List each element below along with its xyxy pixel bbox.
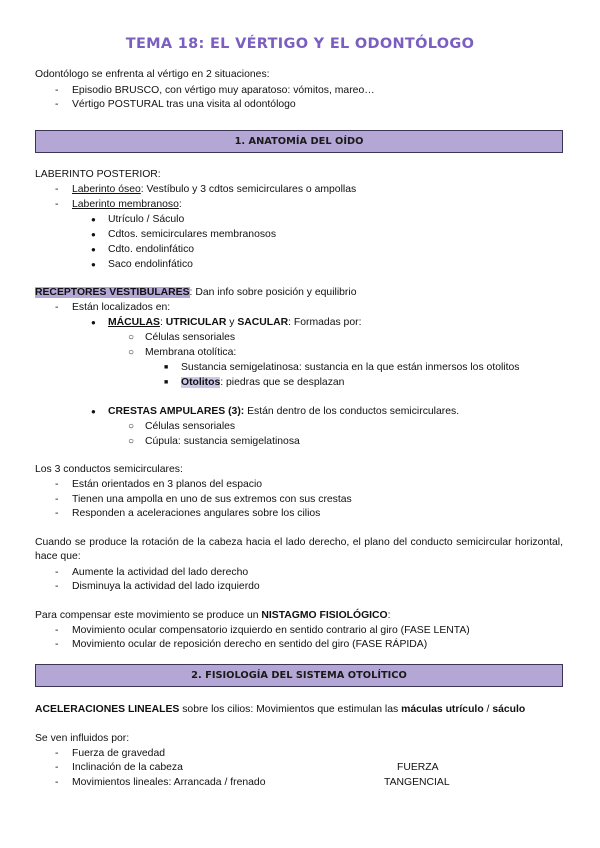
- crestas-label: CRESTAS AMPULARES (3):: [108, 406, 245, 417]
- maculas-colon: :: [159, 317, 166, 328]
- circle-bullet-icon: ○: [128, 436, 135, 447]
- membranoso-item: Cdtos. semicirculares membranosos: [108, 229, 277, 240]
- aceleraciones-saculo: sáculo: [492, 704, 526, 715]
- influidos-item: Fuerza de gravedad: [72, 748, 165, 759]
- nistagmo-line: [35, 609, 391, 623]
- membranoso-item: Cdto. endolinfático: [108, 244, 195, 255]
- receptores-label: RECEPTORES VESTIBULARES: [35, 287, 190, 298]
- conductos-heading: Los 3 conductos semicirculares:: [35, 464, 183, 475]
- laberinto-heading: LABERINTO POSTERIOR:: [35, 169, 161, 180]
- rotacion-item: Aumente la actividad del lado derecho: [72, 567, 249, 578]
- aceleraciones-slash: /: [483, 704, 493, 715]
- maculas-sacular: SACULAR: [237, 317, 289, 328]
- membranoso-item: Saco endolinfático: [108, 259, 193, 270]
- bullet-icon: ●: [91, 318, 96, 327]
- membrana-sub-item: Sustancia semigelatinosa: sustancia en la que están inmersos los otolitos: [181, 362, 520, 373]
- laberinto-membranoso: [72, 198, 182, 212]
- intro-item: Episodio BRUSCO, con vértigo muy aparatoso: vómitos, mareo…: [72, 85, 375, 96]
- otolitos-text: : piedras que se desplazan: [220, 377, 345, 388]
- conductos-item: Están orientados en 3 planos del espacio: [72, 479, 263, 490]
- receptores-line: [35, 286, 356, 300]
- maculas-sub-item: Membrana otolítica:: [145, 347, 237, 358]
- crestas-sub-item: Cúpula: sustancia semigelatinosa: [145, 436, 300, 447]
- tangencial-label: TANGENCIAL: [384, 777, 450, 788]
- rotacion-paragraph: Cuando se produce la rotación de la cabeza hacia el lado derecho, el plano del conducto semicircular horizontal, hace que:: [35, 537, 563, 562]
- rotacion-item: Disminuya la actividad del lado izquierdo: [72, 581, 260, 592]
- conductos-item: Responden a aceleraciones angulares sobre los cilios: [72, 508, 321, 519]
- dash-glyph: -: [55, 639, 59, 650]
- maculas-line: [108, 316, 361, 330]
- otolitos-label: Otolitos: [181, 377, 221, 388]
- influidos-item: Movimientos lineales: Arrancada / frenado: [72, 777, 266, 788]
- membranoso-item: Utrículo / Sáculo: [108, 214, 185, 225]
- dash-glyph: -: [55, 85, 59, 96]
- bullet-icon: ●: [91, 260, 96, 269]
- dash-glyph: -: [55, 777, 59, 788]
- laberinto-oseo-text: : Vestíbulo y 3 cdtos semicirculares o ampollas: [140, 184, 357, 195]
- nistagmo-item: Movimiento ocular de reposición derecho en sentido del giro (FASE RÁPIDA): [72, 639, 428, 650]
- aceleraciones-line: [35, 703, 525, 717]
- bullet-icon: ●: [91, 407, 96, 416]
- dash-glyph: -: [55, 625, 59, 636]
- circle-bullet-icon: ○: [128, 421, 135, 432]
- conductos-item: Tienen una ampolla en uno de sus extremos con sus crestas: [72, 494, 352, 505]
- maculas-sub-item: Células sensoriales: [145, 332, 236, 343]
- laberinto-membranoso-colon: :: [178, 199, 182, 210]
- bullet-icon: ●: [91, 215, 96, 224]
- influidos-item: Inclinación de la cabeza: [72, 762, 183, 773]
- bullet-icon: ●: [91, 245, 96, 254]
- fuerza-label: FUERZA: [397, 762, 439, 773]
- nistagmo-label: NISTAGMO FISIOLÓGICO: [261, 610, 388, 621]
- circle-bullet-icon: ○: [128, 347, 135, 358]
- aceleraciones-maculas: máculas utrículo: [401, 704, 484, 715]
- aceleraciones-label: ACELERACIONES LINEALES: [35, 704, 180, 715]
- dash-glyph: -: [55, 199, 59, 210]
- square-bullet-icon: ■: [164, 364, 169, 371]
- receptores-text: : Dan info sobre posición y equilibrio: [189, 287, 357, 298]
- maculas-utricular: UTRICULAR: [165, 317, 227, 328]
- dash-glyph: -: [55, 184, 59, 195]
- dash-glyph: -: [55, 508, 59, 519]
- dash-glyph: -: [55, 567, 59, 578]
- dash-glyph: -: [55, 748, 59, 759]
- page-title: TEMA 18: EL VÉRTIGO Y EL ODONTÓLOGO: [125, 36, 475, 52]
- dash-glyph: -: [55, 302, 59, 313]
- nistagmo-colon: :: [387, 610, 391, 621]
- dash-glyph: -: [55, 479, 59, 490]
- maculas-label: MÁCULAS: [108, 317, 160, 328]
- nistagmo-item: Movimiento ocular compensatorio izquierdo en sentido contrario al giro (FASE LENTA): [72, 625, 470, 636]
- laberinto-membranoso-label: Laberinto membranoso: [72, 199, 179, 210]
- dash-glyph: -: [55, 99, 59, 110]
- bullet-icon: ●: [91, 230, 96, 239]
- section-header-fisiologia: 2. FISIOLOGÍA DEL SISTEMA OTOLÍTICO: [35, 664, 563, 687]
- dash-glyph: -: [55, 762, 59, 773]
- square-bullet-icon: ■: [164, 379, 169, 386]
- laberinto-oseo-label: Laberinto óseo: [72, 184, 141, 195]
- influidos-heading: Se ven influidos por:: [35, 733, 130, 744]
- aceleraciones-text: sobre los cilios: Movimientos que estimulan las: [179, 704, 402, 715]
- intro-item: Vértigo POSTURAL tras una visita al odontólogo: [72, 99, 296, 110]
- dash-glyph: -: [55, 581, 59, 592]
- laberinto-oseo: [72, 183, 356, 197]
- intro-text: Odontólogo se enfrenta al vértigo en 2 situaciones:: [35, 69, 270, 80]
- crestas-sub-item: Células sensoriales: [145, 421, 236, 432]
- crestas-line: [108, 405, 459, 419]
- crestas-text: Están dentro de los conductos semicirculares.: [244, 406, 460, 417]
- maculas-text: : Formadas por:: [288, 317, 362, 328]
- receptores-located: Están localizados en:: [72, 302, 171, 313]
- section-header-anatomia: 1. ANATOMÍA DEL OÍDO: [35, 130, 563, 153]
- maculas-y: y: [226, 317, 238, 328]
- dash-glyph: -: [55, 494, 59, 505]
- nistagmo-text: Para compensar este movimiento se produce un: [35, 610, 262, 621]
- otolitos-line: [181, 376, 344, 390]
- circle-bullet-icon: ○: [128, 332, 135, 343]
